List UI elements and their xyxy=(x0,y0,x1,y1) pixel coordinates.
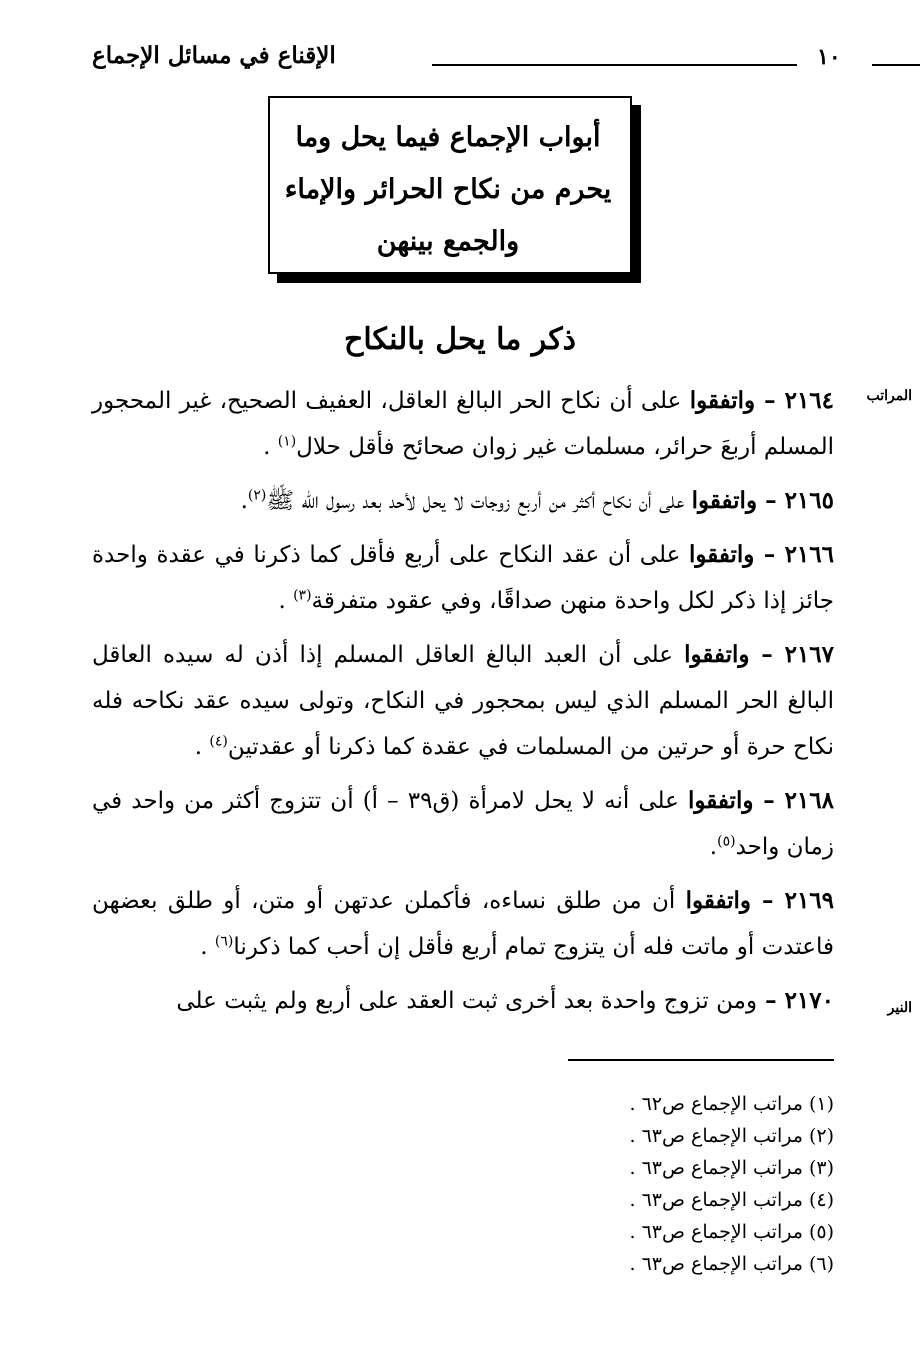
chapter-title-box xyxy=(268,96,632,274)
entry-keyword: واتفقوا xyxy=(689,387,756,414)
body-text xyxy=(92,378,834,1024)
entry-text: أن من طلق نساءه، فأكملن عدتهن أو متن، أو طلق بعضهن فاعتدت أو ماتت فله أن يتزوج تمام أربع فأقل إن أحب كما ذكرنا xyxy=(92,888,834,960)
paragraph xyxy=(92,778,834,870)
entry-dash: – xyxy=(749,641,785,668)
entry-end: . xyxy=(200,934,215,960)
entry-text: على أن نكاح الحر البالغ العاقل، العفيف الصحيح، غير المحجور المسلم أربعَ حرائر، مسلمات غير زوان صحائح فأقل حلال xyxy=(92,388,834,460)
entry-number: ٢١٦٩ xyxy=(784,887,835,914)
footnote-ref: (١) xyxy=(277,433,297,450)
footnote: (٦) مراتب الإجماع ص٦٣ . xyxy=(629,1253,834,1275)
entry-end: . xyxy=(263,434,278,460)
entry-dash: – xyxy=(753,787,785,814)
margin-note-maratib: المراتب xyxy=(866,388,912,404)
footnote-separator xyxy=(568,1059,834,1061)
entry-keyword: واتفقوا xyxy=(684,641,750,668)
chapter-title-line: أبواب الإجماع فيما يحل وما xyxy=(295,122,601,153)
paragraph xyxy=(92,878,834,970)
header-rule xyxy=(432,64,797,66)
entry-end: . xyxy=(240,488,248,514)
entry-keyword: واتفقوا xyxy=(688,787,754,814)
margin-note-nayyir: النير xyxy=(887,1000,912,1016)
entry-number: ٢١٦٤ xyxy=(784,387,835,414)
paragraph xyxy=(92,632,834,770)
footnotes xyxy=(560,1088,834,1280)
entry-dash: – xyxy=(754,541,785,568)
footnote-ref: (٥) xyxy=(717,833,736,850)
entry-dash: – xyxy=(751,887,785,914)
paragraph xyxy=(92,478,834,524)
header-rule-short xyxy=(872,64,920,66)
entry-keyword: واتفقوا xyxy=(688,541,755,568)
paragraph xyxy=(92,978,834,1024)
entry-end: . xyxy=(278,588,294,614)
entry-number: ٢١٦٦ xyxy=(784,541,834,568)
chapter-title-line: يحرم من نكاح الحرائر والإماء xyxy=(284,174,612,205)
entry-text: على أنه لا يحل لامرأة (ق٣٩ – أ) أن تتزوج أكثر من واحد في زمان واحد xyxy=(92,788,834,860)
paragraph xyxy=(92,378,834,470)
page-number: ١٠ xyxy=(817,44,841,70)
entry-text: على أن عقد النكاح على أربع فأقل كما ذكرنا في عقدة واحدة جائز إذا ذكر لكل واحدة منهن صداقًا، وفي عقود متفرقة xyxy=(92,542,834,614)
running-header xyxy=(92,36,841,86)
entry-keyword: واتفقوا xyxy=(685,887,752,914)
footnote-ref: (٣) xyxy=(293,587,312,604)
entry-text: على أن العبد البالغ العاقل المسلم إذا أذن له سيده العاقل البالغ الحر المسلم الذي ليس بمحجور في النكاح، وتولى سيده عقد نكاحه فله نكاح حرة أو حرتين من المسلمات في عقدة كما ذكرنا أو عقدتين xyxy=(92,642,834,760)
footnote-ref: (٢) xyxy=(247,487,267,504)
book-title: الإقناع في مسائل الإجماع xyxy=(92,42,336,69)
entry-dash: – xyxy=(757,987,785,1014)
footnote: (٣) مراتب الإجماع ص٦٣ . xyxy=(629,1157,834,1179)
footnote: (٢) مراتب الإجماع ص٦٣ . xyxy=(629,1125,834,1147)
footnote: (٤) مراتب الإجماع ص٦٣ . xyxy=(629,1189,834,1211)
entry-text: على أن نكاح أكثر من أربع زوجات لا يحل لأحد بعد رسول اللّه ﷺ xyxy=(266,488,692,514)
chapter-title-line: والجمع بينهن xyxy=(376,226,520,257)
entry-number: ٢١٦٨ xyxy=(784,787,834,814)
entry-keyword: واتفقوا xyxy=(691,487,758,514)
entry-dash: – xyxy=(755,387,785,414)
entry-number: ٢١٦٥ xyxy=(784,487,834,514)
paragraph xyxy=(92,532,834,624)
entry-end: . xyxy=(709,834,718,860)
entry-end: . xyxy=(194,734,210,760)
footnote-ref: (٦) xyxy=(214,933,234,950)
entry-number: ٢١٦٧ xyxy=(784,641,835,668)
section-title: ذكر ما يحل بالنكاح xyxy=(344,322,576,357)
entry-dash: – xyxy=(757,487,785,514)
footnote: (٥) مراتب الإجماع ص٦٣ . xyxy=(629,1221,834,1243)
entry-number: ٢١٧٠ xyxy=(784,987,834,1014)
footnote-ref: (٤) xyxy=(209,733,228,750)
entry-text: ومن تزوج واحدة بعد أخرى ثبت العقد على أربع ولم يثبت على xyxy=(176,988,758,1014)
footnote: (١) مراتب الإجماع ص٦٢ . xyxy=(629,1093,834,1115)
